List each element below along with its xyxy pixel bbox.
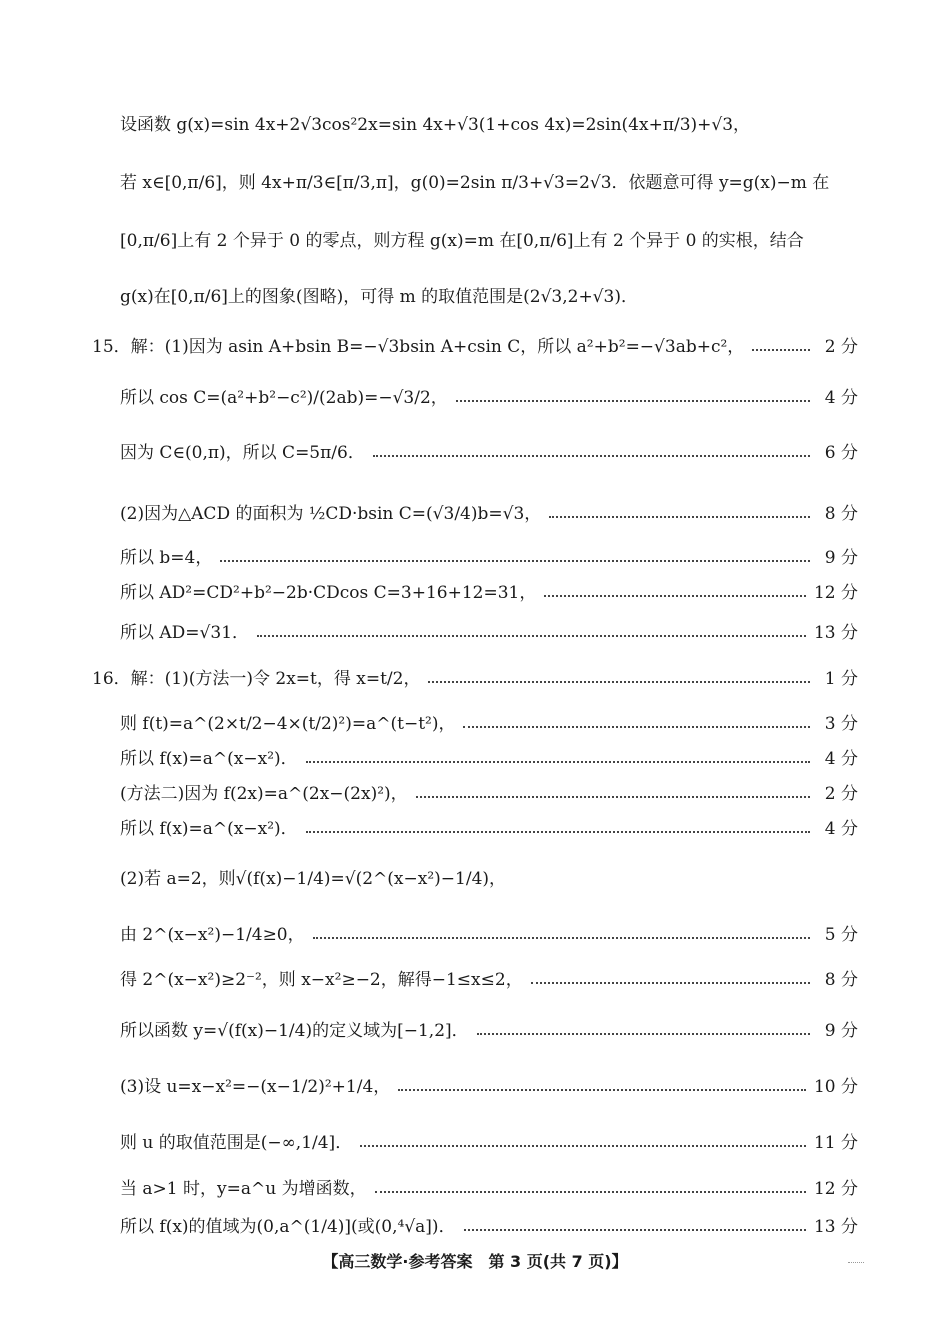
text-line bbox=[120, 864, 858, 889]
line-text: 当 a>1 时，y=a^u 为增函数， bbox=[120, 1179, 367, 1199]
leader-dots bbox=[752, 346, 810, 351]
line-text: 由 2^(x−x²)−1/4≥0， bbox=[120, 925, 305, 945]
score: 12 分 bbox=[813, 1179, 858, 1199]
solution-line bbox=[120, 383, 858, 408]
solution-line bbox=[120, 1174, 858, 1199]
line-text: [0,π/6]上有 2 个异于 0 的零点，则方程 g(x)=m 在[0,π/6]上有 2 个异于 0 的实根，结合 bbox=[120, 231, 804, 251]
solution-line bbox=[120, 578, 858, 603]
score: 8 分 bbox=[824, 504, 858, 524]
line-text: 所以 cos C=(a²+b²−c²)/(2ab)=−√3/2， bbox=[120, 388, 448, 408]
line-text: 若 x∈[0,π/6]，则 4x+π/3∈[π/3,π]，g(0)=2sin π/3+√3=2√3．依题意可得 y=g(x)−m 在 bbox=[120, 173, 830, 193]
leader-dots bbox=[398, 1086, 806, 1091]
line-text: 得 2^(x−x²)≥2⁻²，则 x−x²≥−2，解得−1≤x≤2， bbox=[120, 970, 523, 990]
score: 2 分 bbox=[824, 337, 858, 357]
solution-line bbox=[120, 814, 858, 839]
line-text: 所以 b=4， bbox=[120, 548, 213, 568]
line-text: (方法二)因为 f(2x)=a^(2x−(2x)²)， bbox=[120, 784, 408, 804]
solution-line bbox=[120, 744, 858, 769]
line-text: 所以 f(x)=a^(x−x²)． bbox=[120, 819, 298, 839]
leader-dots bbox=[477, 1030, 810, 1035]
corner-mark bbox=[848, 1262, 864, 1265]
solution-line bbox=[120, 1128, 858, 1153]
leader-dots bbox=[549, 513, 810, 518]
leader-dots bbox=[306, 758, 810, 763]
line-text: (2)因为△ACD 的面积为 ½CD·bsin C=(√3/4)b=√3， bbox=[120, 504, 542, 524]
leader-dots bbox=[375, 1188, 806, 1193]
text-line bbox=[120, 110, 858, 135]
score: 1 分 bbox=[824, 669, 858, 689]
leader-dots bbox=[456, 397, 810, 402]
line-text: 设函数 g(x)=sin 4x+2√3cos²2x=sin 4x+√3(1+cos 4x)=2sin(4x+π/3)+√3， bbox=[120, 115, 751, 135]
solution-line bbox=[120, 1212, 858, 1237]
solution-line bbox=[92, 664, 858, 689]
solution-line bbox=[120, 965, 858, 990]
leader-dots bbox=[313, 934, 810, 939]
solution-line bbox=[120, 438, 858, 463]
solution-line bbox=[120, 543, 858, 568]
line-text: 因为 C∈(0,π)，所以 C=5π/6． bbox=[120, 443, 365, 463]
line-text: g(x)在[0,π/6]上的图象(图略)，可得 m 的取值范围是(2√3,2+√3)． bbox=[120, 287, 638, 307]
leader-dots bbox=[257, 632, 806, 637]
line-text: (2)若 a=2，则√(f(x)−1/4)=√(2^(x−x²)−1/4)， bbox=[120, 869, 507, 889]
solution-line bbox=[120, 709, 858, 734]
solution-line bbox=[120, 779, 858, 804]
score: 12 分 bbox=[813, 583, 858, 603]
score: 4 分 bbox=[824, 819, 858, 839]
line-text: 15．解：(1)因为 asin A+bsin B=−√3bsin A+csin C，所以 a²+b²=−√3ab+c²， bbox=[92, 337, 745, 357]
score: 4 分 bbox=[824, 749, 858, 769]
solution-line bbox=[120, 1016, 858, 1041]
leader-dots bbox=[220, 557, 810, 562]
leader-dots bbox=[428, 678, 810, 683]
leader-dots bbox=[464, 1226, 806, 1231]
score: 2 分 bbox=[824, 784, 858, 804]
solution-line bbox=[120, 618, 858, 643]
leader-dots bbox=[416, 793, 810, 798]
line-text: 所以 f(x)的值域为(0,a^(1/4)](或(0,⁴√a])． bbox=[120, 1217, 456, 1237]
solution-line bbox=[120, 920, 858, 945]
score: 9 分 bbox=[824, 548, 858, 568]
leader-dots bbox=[306, 828, 810, 833]
line-text: 则 f(t)=a^(2×t/2−4×(t/2)²)=a^(t−t²)， bbox=[120, 714, 456, 734]
score: 10 分 bbox=[813, 1077, 858, 1097]
line-text: 所以函数 y=√(f(x)−1/4)的定义域为[−1,2]． bbox=[120, 1021, 469, 1041]
text-line bbox=[120, 226, 858, 251]
line-text: 所以 AD=√31． bbox=[120, 623, 250, 643]
score: 6 分 bbox=[824, 443, 858, 463]
text-line bbox=[120, 282, 858, 307]
line-text: 所以 f(x)=a^(x−x²)． bbox=[120, 749, 298, 769]
score: 8 分 bbox=[824, 970, 858, 990]
score: 9 分 bbox=[824, 1021, 858, 1041]
score: 4 分 bbox=[824, 388, 858, 408]
text-line bbox=[120, 168, 858, 193]
solution-line bbox=[92, 332, 858, 357]
score: 3 分 bbox=[824, 714, 858, 734]
page-footer: 【高三数学·参考答案 第 3 页(共 7 页)】 bbox=[322, 1252, 628, 1271]
line-text: 16．解：(1)(方法一)令 2x=t，得 x=t/2， bbox=[92, 669, 421, 689]
score: 11 分 bbox=[813, 1133, 858, 1153]
leader-dots bbox=[463, 723, 810, 728]
line-text: (3)设 u=x−x²=−(x−1/2)²+1/4， bbox=[120, 1077, 391, 1097]
line-text: 则 u 的取值范围是(−∞,1/4]． bbox=[120, 1133, 353, 1153]
line-text: 所以 AD²=CD²+b²−2b·CDcos C=3+16+12=31， bbox=[120, 583, 537, 603]
leader-dots bbox=[544, 592, 806, 597]
solution-line bbox=[120, 1072, 858, 1097]
score: 13 分 bbox=[813, 623, 858, 643]
leader-dots bbox=[531, 979, 810, 984]
score: 13 分 bbox=[813, 1217, 858, 1237]
solution-line bbox=[120, 499, 858, 524]
leader-dots bbox=[360, 1142, 806, 1147]
score: 5 分 bbox=[824, 925, 858, 945]
leader-dots bbox=[373, 452, 810, 457]
